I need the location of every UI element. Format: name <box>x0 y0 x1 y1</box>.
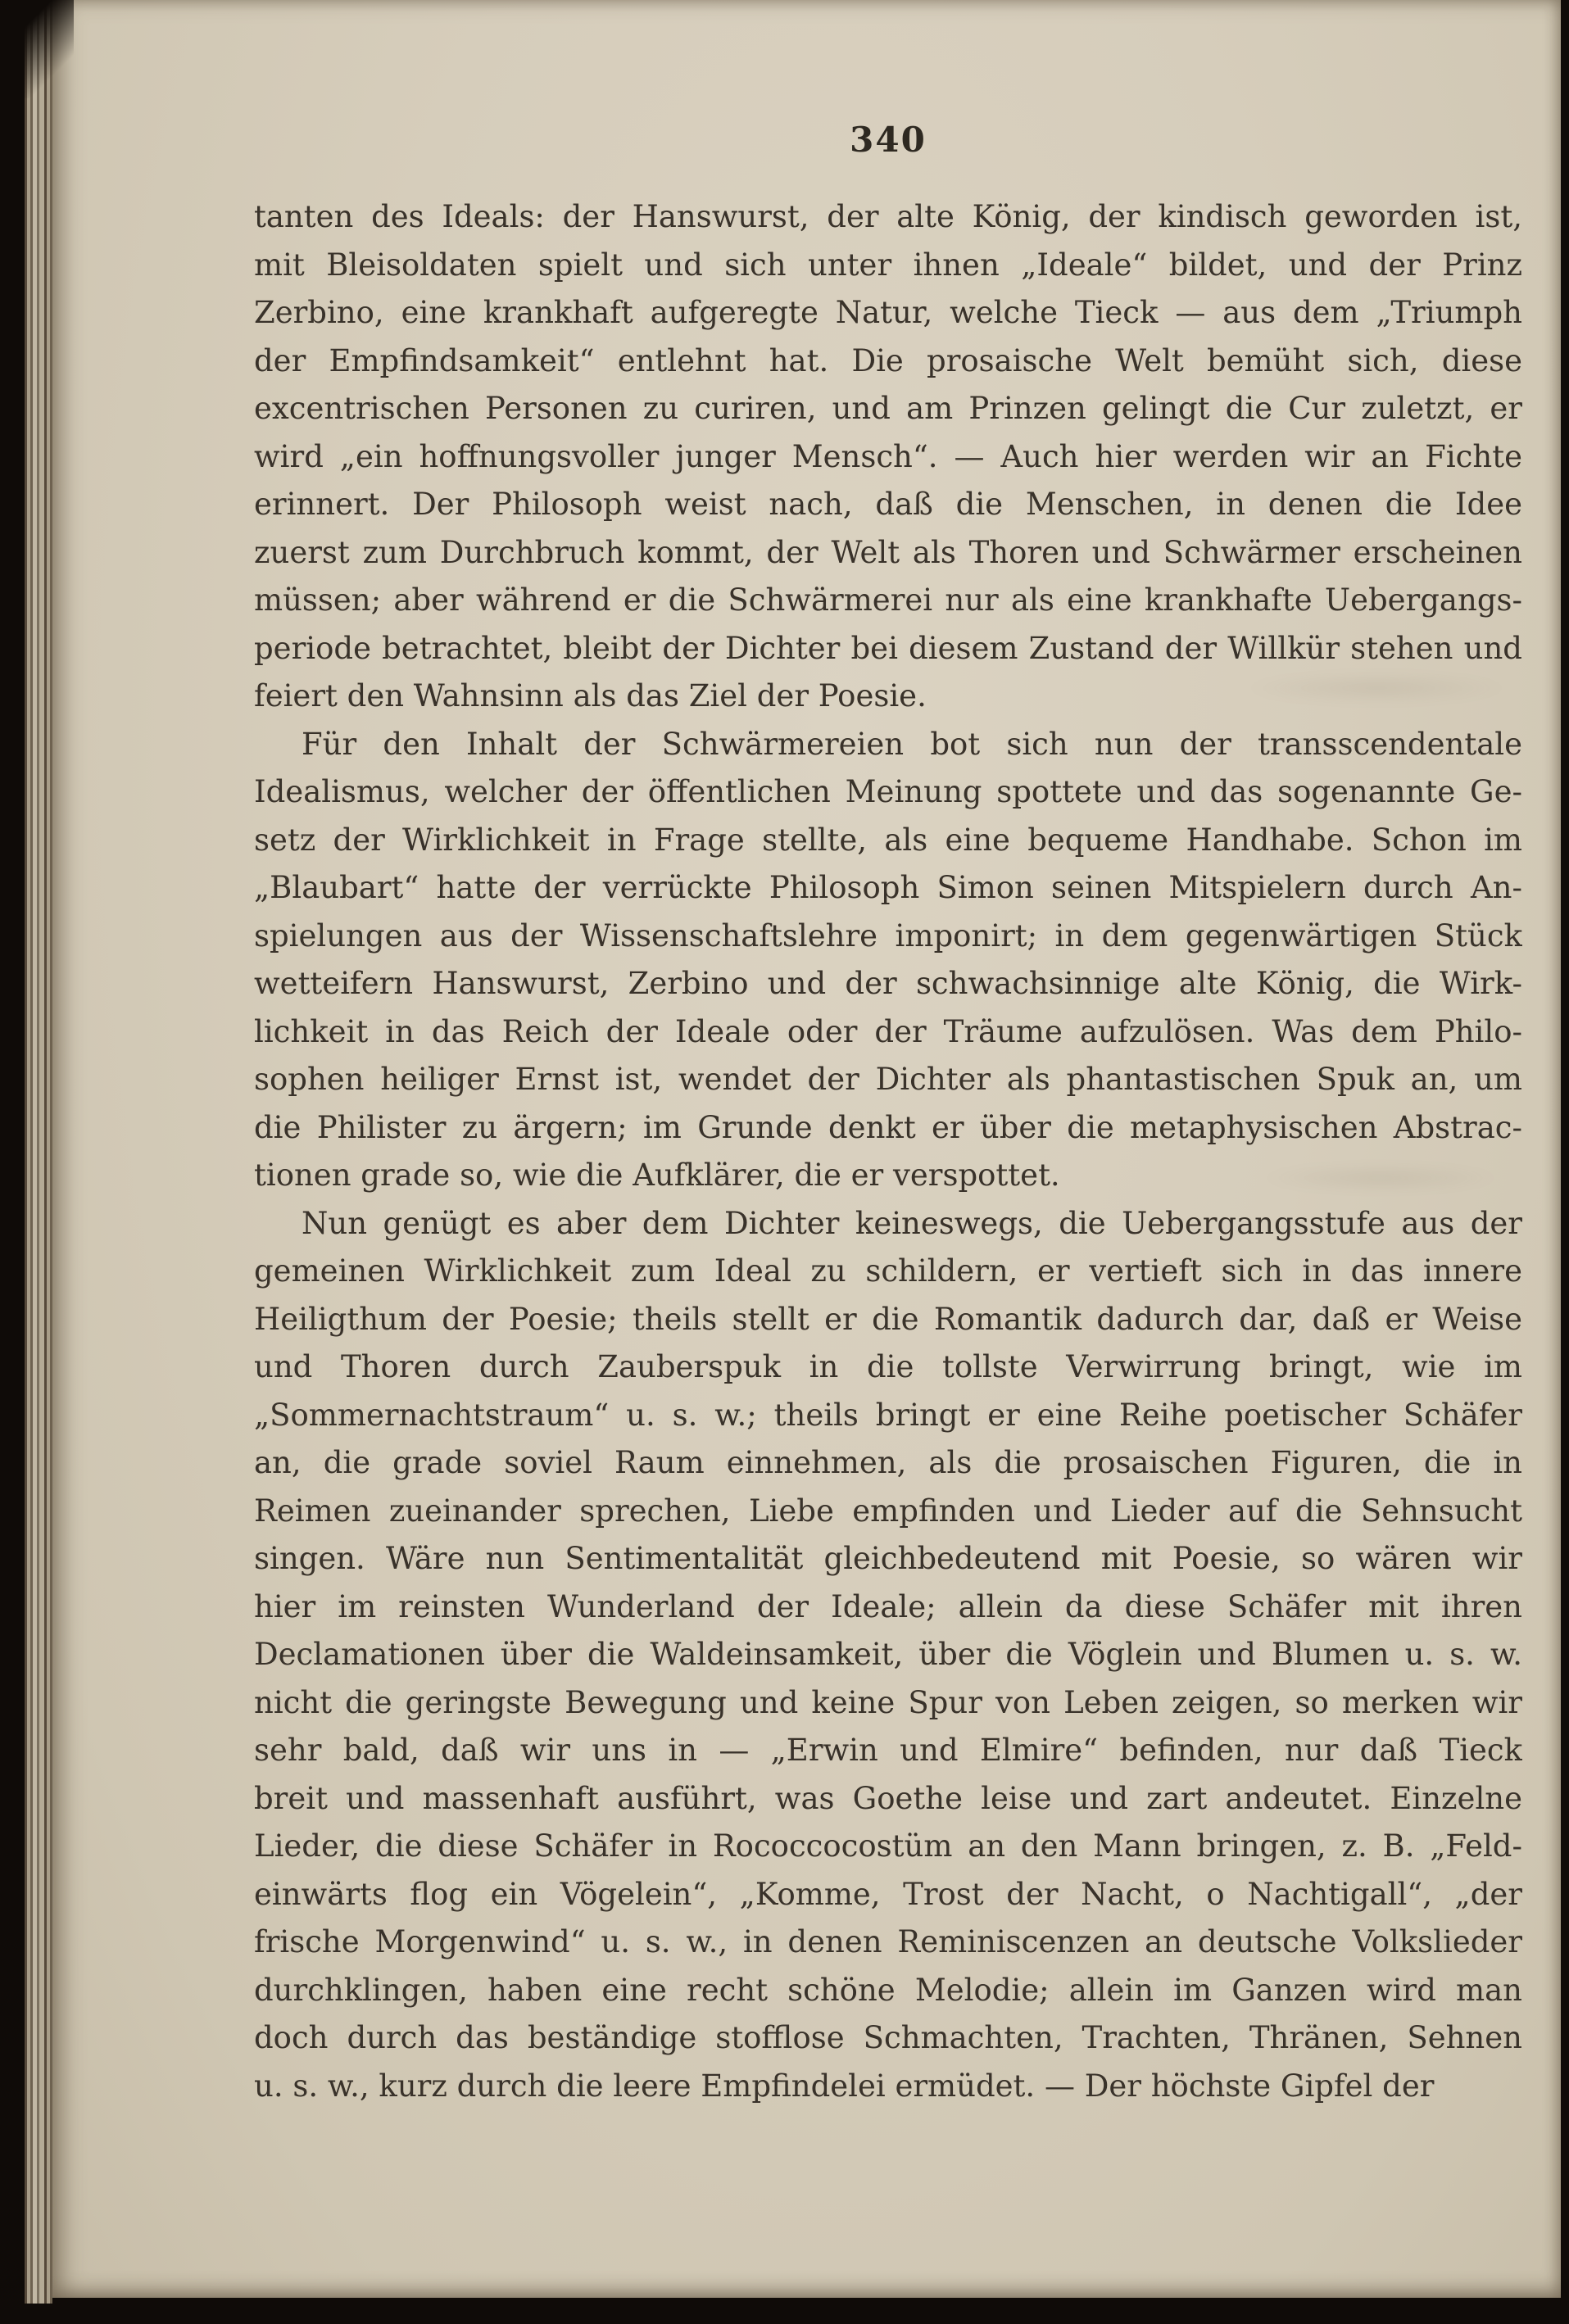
text-line: singen. Wäre nun Sentimentalität gleichbedeutend mit Poesie, so wären wir <box>254 1541 1522 1576</box>
book-page-edges <box>25 0 52 2304</box>
text-line: müssen; aber während er die Schwärmerei nur als eine krankhafte Uebergangs- <box>254 582 1522 618</box>
text-line: wetteifern Hanswurst, Zerbino und der schwachsinnige alte König, die Wirk- <box>254 966 1522 1001</box>
text-line: Declamationen über die Waldeinsamkeit, über die Vöglein und Blumen u. s. w. <box>254 1637 1522 1672</box>
text-line: sophen heiliger Ernst ist, wendet der Dichter als phantastischen Spuk an, um <box>254 1062 1522 1097</box>
text-line: und Thoren durch Zauberspuk in die tollste Verwirrung bringt, wie im <box>254 1349 1522 1384</box>
text-line: Lieder, die diese Schäfer in Rococcocostüm an den Mann bringen, z. B. „Feld- <box>254 1828 1522 1864</box>
gutter-shadow <box>0 0 74 98</box>
text-line: u. s. w., kurz durch die leere Empfindelei ermüdet. — Der höchste Gipfel der <box>254 2068 1435 2104</box>
text-line: der Empfindsamkeit“ entlehnt hat. Die prosaische Welt bemüht sich, diese <box>254 342 1522 378</box>
text-line: zuerst zum Durchbruch kommt, der Welt als Thoren und Schwärmer erscheinen <box>254 534 1522 570</box>
paragraph <box>254 721 1522 1200</box>
text-line: periode betrachtet, bleibt der Dichter bei diesem Zustand der Willkür stehen und <box>254 630 1522 666</box>
text-line: wird „ein hoffnungsvoller junger Mensch“. — Auch hier werden wir an Fichte <box>254 438 1522 474</box>
text-line: durchklingen, haben eine recht schöne Melodie; allein im Ganzen wird man <box>254 1972 1522 2008</box>
text-line: „Blaubart“ hatte der verrückte Philosoph Simon seinen Mitspielern durch An- <box>254 870 1522 905</box>
text-column <box>254 193 1522 2110</box>
text-line: mit Bleisoldaten spielt und sich unter ihnen „Ideale“ bildet, und der Prinz <box>254 247 1522 283</box>
paragraph <box>254 1200 1522 2111</box>
text-line: lichkeit in das Reich der Ideale oder der Träume aufzulösen. Was dem Philo- <box>254 1013 1522 1049</box>
text-line: tionen grade so, wie die Aufklärer, die er verspottet. <box>254 1157 1060 1193</box>
text-line: Nun genügt es aber dem Dichter keineswegs, die Uebergangsstufe aus der <box>302 1205 1522 1241</box>
text-line: nicht die geringste Bewegung und keine Spur von Leben zeigen, so merken wir <box>254 1684 1522 1720</box>
text-line: setz der Wirklichkeit in Frage stellte, als eine bequeme Handhabe. Schon im <box>254 822 1522 858</box>
text-line: „Sommernachtstraum“ u. s. w.; theils bringt er eine Reihe poetischer Schäfer <box>254 1397 1522 1433</box>
text-line: die Philister zu ärgern; im Grunde denkt er über die metaphysischen Abstrac- <box>254 1109 1522 1145</box>
text-line: hier im reinsten Wunderland der Ideale; allein da diese Schäfer mit ihren <box>254 1588 1522 1624</box>
text-line: gemeinen Wirklichkeit zum Ideal zu schildern, er vertieft sich in das innere <box>254 1253 1522 1289</box>
text-line: Heiligthum der Poesie; theils stellt er die Romantik dadurch dar, daß er Weise <box>254 1301 1522 1337</box>
paragraph <box>254 193 1522 721</box>
text-line: Idealismus, welcher der öffentlichen Meinung spottete und das sogenannte Ge- <box>254 774 1522 809</box>
text-line: excentrischen Personen zu curiren, und am Prinzen gelingt die Cur zuletzt, er <box>254 391 1522 426</box>
text-line: sehr bald, daß wir uns in — „Erwin und Elmire“ befinden, nur daß Tieck <box>254 1733 1522 1768</box>
text-line: feiert den Wahnsinn als das Ziel der Poesie. <box>254 678 927 714</box>
text-line: spielungen aus der Wissenschaftslehre imponirt; in dem gegenwärtigen Stück <box>254 917 1522 954</box>
text-line: einwärts flog ein Vögelein“, „Komme, Trost der Nacht, o Nachtigall“, „der <box>254 1876 1522 1912</box>
text-line: tanten des Ideals: der Hanswurst, der alte König, der kindisch geworden ist, <box>254 199 1522 234</box>
text-line: an, die grade soviel Raum einnehmen, als die prosaischen Figuren, die in <box>254 1445 1522 1480</box>
text-line: frische Morgenwind“ u. s. w., in denen Reminiscenzen an deutsche Volkslieder <box>254 1924 1522 1959</box>
text-line: doch durch das beständige stofflose Schmachten, Trachten, Thränen, Sehnen <box>254 2020 1522 2055</box>
text-line: erinnert. Der Philosoph weist nach, daß die Menschen, in denen die Idee <box>254 487 1522 522</box>
text-line: breit und massenhaft ausführt, was Goethe leise und zart andeutet. Einzelne <box>254 1780 1522 1816</box>
text-line: Reimen zueinander sprechen, Liebe empfinden und Lieder auf die Sehnsucht <box>254 1493 1522 1529</box>
book-page <box>52 0 1561 2298</box>
text-line: Zerbino, eine krankhaft aufgeregte Natur, welche Tieck — aus dem „Triumph <box>254 295 1522 330</box>
page-number: 340 <box>850 120 927 160</box>
text-line: Für den Inhalt der Schwärmereien bot sich nun der transscendentale <box>302 726 1522 762</box>
